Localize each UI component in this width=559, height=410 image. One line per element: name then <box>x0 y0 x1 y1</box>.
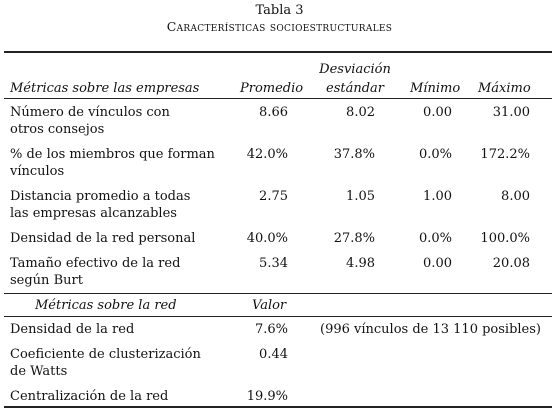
row-label: Densidad de la red personal <box>10 231 196 246</box>
header-sd-line1: Desviación <box>319 62 391 77</box>
cell-min: 0.0% <box>418 147 452 162</box>
cell-min: 0.0% <box>418 231 452 246</box>
row-label: % de los miembros que forman <box>10 147 215 162</box>
row-label: Coeficiente de clusterización <box>10 347 201 362</box>
cell-mean: 42.0% <box>246 147 288 162</box>
cell-sd: 27.8% <box>333 231 375 246</box>
header-sd-line2: estándar <box>326 81 384 96</box>
cell-sd: 8.02 <box>346 105 375 120</box>
row-label: Número de vínculos con <box>10 105 170 120</box>
network-header-value: Valor <box>252 298 287 313</box>
row-label: Distancia promedio a todas <box>10 189 191 204</box>
cell-max: 31.00 <box>492 105 530 120</box>
cell-sd: 37.8% <box>333 147 375 162</box>
cell-min: 1.00 <box>423 189 452 204</box>
cell-value: 0.44 <box>259 347 288 362</box>
network-header-metric: Métricas sobre la red <box>35 298 177 313</box>
row-label: Centralización de la red <box>10 389 169 404</box>
cell-sd: 1.05 <box>346 189 375 204</box>
network-header-rule <box>4 316 552 317</box>
top-rule <box>4 51 552 53</box>
cell-max: 20.08 <box>492 256 530 271</box>
row-label: Densidad de la red <box>10 322 135 337</box>
cell-min: 0.00 <box>423 105 452 120</box>
cell-mean: 2.75 <box>259 189 288 204</box>
cell-value: 19.9% <box>246 389 288 404</box>
cell-mean: 8.66 <box>259 105 288 120</box>
row-label: Tamaño efectivo de la red <box>10 256 181 271</box>
cell-max: 100.0% <box>480 231 530 246</box>
header-min: Mínimo <box>410 81 461 96</box>
table-number: Tabla 3 <box>255 3 304 18</box>
row-label-cont: vínculos <box>10 164 65 179</box>
section-rule <box>4 293 552 294</box>
table-title: Características socioestructurales <box>166 19 393 34</box>
cell-min: 0.00 <box>423 256 452 271</box>
row-label-cont: de Watts <box>10 364 68 379</box>
bottom-rule <box>4 406 552 408</box>
header-max: Máximo <box>478 81 531 96</box>
row-label-cont: según Burt <box>10 273 83 288</box>
row-label-cont: otros consejos <box>10 122 105 137</box>
cell-sd: 4.98 <box>346 256 375 271</box>
cell-max: 172.2% <box>480 147 530 162</box>
header-metric: Métricas sobre las empresas <box>10 81 200 96</box>
row-label-cont: las empresas alcanzables <box>10 206 177 221</box>
cell-note: (996 vínculos de 13 110 posibles) <box>320 322 541 337</box>
cell-max: 8.00 <box>501 189 530 204</box>
cell-mean: 5.34 <box>259 256 288 271</box>
header-rule <box>4 98 552 99</box>
cell-mean: 40.0% <box>246 231 288 246</box>
cell-value: 7.6% <box>254 322 288 337</box>
header-mean: Promedio <box>240 81 304 96</box>
